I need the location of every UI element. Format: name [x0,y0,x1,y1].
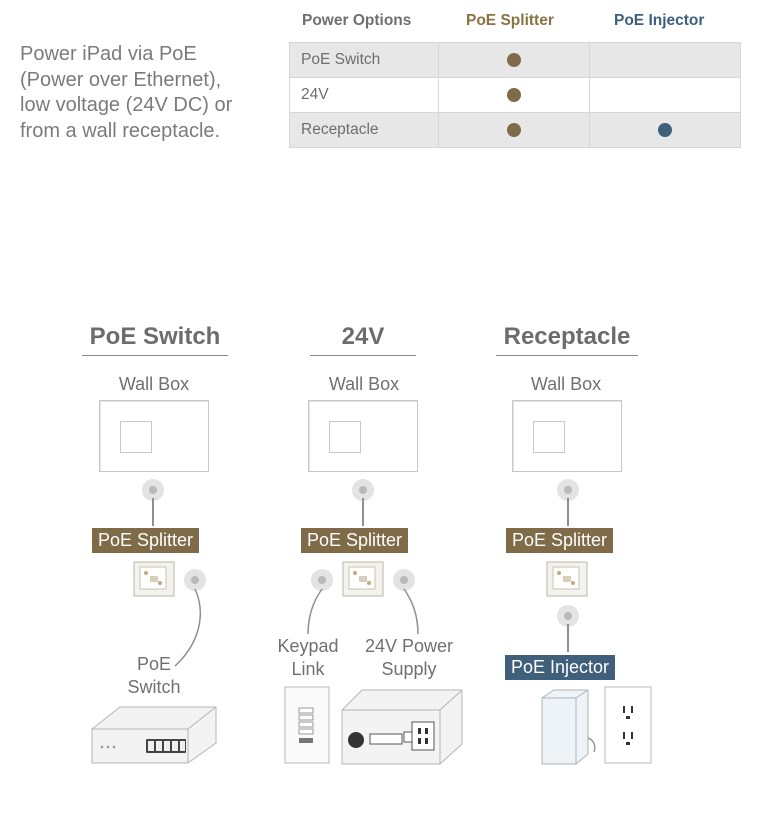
wall-box-icon [512,400,622,472]
poe-switch-label: Switch [127,677,181,697]
wall-box-icon [308,400,418,472]
power-options-table [289,42,741,148]
intro-line: from a wall receptacle. [20,119,221,142]
splitter-dot-icon [507,123,521,137]
splitter-dot-icon [507,88,521,102]
poe-switch-label: PoE [136,654,172,674]
splitter-cell [439,113,590,148]
keypad-label: Link [291,659,325,679]
column-title-24v: 24V [310,323,416,356]
power-supply-label: Supply [381,659,437,679]
table-row [290,78,741,113]
cable-curves [300,588,430,636]
injector-cell [590,43,741,78]
poe-splitter-badge: PoE Splitter [301,528,408,553]
power-supply-label: 24V Power [364,636,454,656]
poe-splitter-device-icon [546,561,588,597]
poe-injector-badge: PoE Injector [505,655,615,680]
injector-cell [590,113,741,148]
intro-line: Power iPad via PoE [20,43,197,65]
network-switch-icon [90,703,218,765]
wall-box-label: Wall Box [530,374,602,394]
splitter-cell [439,43,590,78]
intro-text [20,42,280,144]
splitter-cell [439,78,590,113]
table-row [290,113,741,148]
cable-line [567,624,569,652]
wall-box-label: Wall Box [118,374,190,394]
header-power-options: Power Options [302,12,412,29]
poe-splitter-badge: PoE Splitter [92,528,199,553]
intro-line: low voltage (24V DC) or [20,94,233,116]
cable-line [362,498,364,526]
column-title-receptacle: Receptacle [496,323,638,356]
row-label: 24V [290,78,439,113]
cable-line [152,498,154,526]
wall-box-icon [99,400,209,472]
power-supply-icon [340,686,464,766]
injector-dot-icon [658,123,672,137]
wall-outlet-icon [604,686,652,764]
intro-line: (Power over Ethernet), [20,68,222,91]
row-label: Receptacle [290,113,439,148]
wall-box-label: Wall Box [328,374,400,394]
poe-injector-icon [536,688,598,766]
poe-splitter-device-icon [133,561,175,597]
poe-splitter-badge: PoE Splitter [506,528,613,553]
injector-cell [590,78,741,113]
header-poe-injector: PoE Injector [614,12,705,29]
column-title-poe-switch: PoE Switch [82,323,228,356]
header-poe-splitter: PoE Splitter [466,12,554,29]
table-row [290,43,741,78]
splitter-dot-icon [507,53,521,67]
keypad-label: Keypad [277,636,339,656]
cable-line [567,498,569,526]
row-label: PoE Switch [290,43,439,78]
keypad-icon [284,686,330,764]
